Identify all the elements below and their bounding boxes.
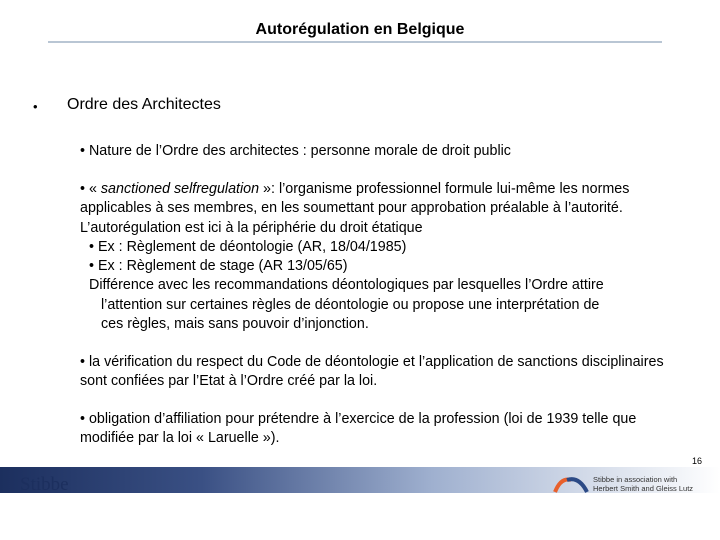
- partner-arc-blue: [567, 479, 587, 492]
- difference-line-2: l’attention sur certaines règles de déontologie ou propose une interprétation de: [101, 296, 600, 313]
- bullet-marker: •: [33, 99, 38, 114]
- selfregulation-text: »: l’organisme professionnel formule lui-même les normes applicables à ses membres, en les soumettant pour approbation préalable à l’autorité. L’autorégulation est ici à la périphérie du droit étatique: [80, 181, 630, 236]
- example-internship: • Ex : Règlement de stage (AR 13/05/65): [89, 258, 348, 275]
- partner-line-2: Herbert Smith and Gleiss Lutz: [593, 484, 694, 493]
- partner-text: [593, 475, 693, 493]
- paragraph-verification: • la vérification du respect du Code de déontologie et l’application de sanctions disciplinaires sont confiées par l’Etat à l’Ordre créé par la loi.: [80, 354, 664, 390]
- footer-logo: Stibbe: [20, 474, 69, 495]
- selfregulation-lead: • «: [80, 181, 101, 197]
- paragraph-affiliation: • obligation d’affiliation pour prétendre à l’exercice de la profession (loi de 1939 telle que modifiée par la loi « Laruelle »).: [80, 411, 637, 447]
- paragraph-selfregulation: [80, 180, 680, 334]
- difference-line-3: ces règles, mais sans pouvoir d’injonction.: [101, 316, 369, 333]
- page-number: 16: [692, 456, 703, 466]
- paragraph-nature: • Nature de l’Ordre des architectes : personne morale de droit public: [80, 143, 511, 159]
- selfregulation-term: sanctioned selfregulation: [100, 181, 260, 197]
- partner-logo-icon: [553, 474, 589, 494]
- title-underline: [48, 41, 662, 43]
- difference-line-1: Différence avec les recommandations déontologiques par lesquelles l’Ordre attire: [89, 277, 604, 294]
- partner-line-1: Stibbe in association with: [593, 475, 678, 484]
- slide-title: Autorégulation en Belgique: [255, 21, 465, 38]
- example-deontology: • Ex : Règlement de déontologie (AR, 18/04/1985): [89, 238, 407, 255]
- section-heading: Ordre des Architectes: [67, 96, 221, 113]
